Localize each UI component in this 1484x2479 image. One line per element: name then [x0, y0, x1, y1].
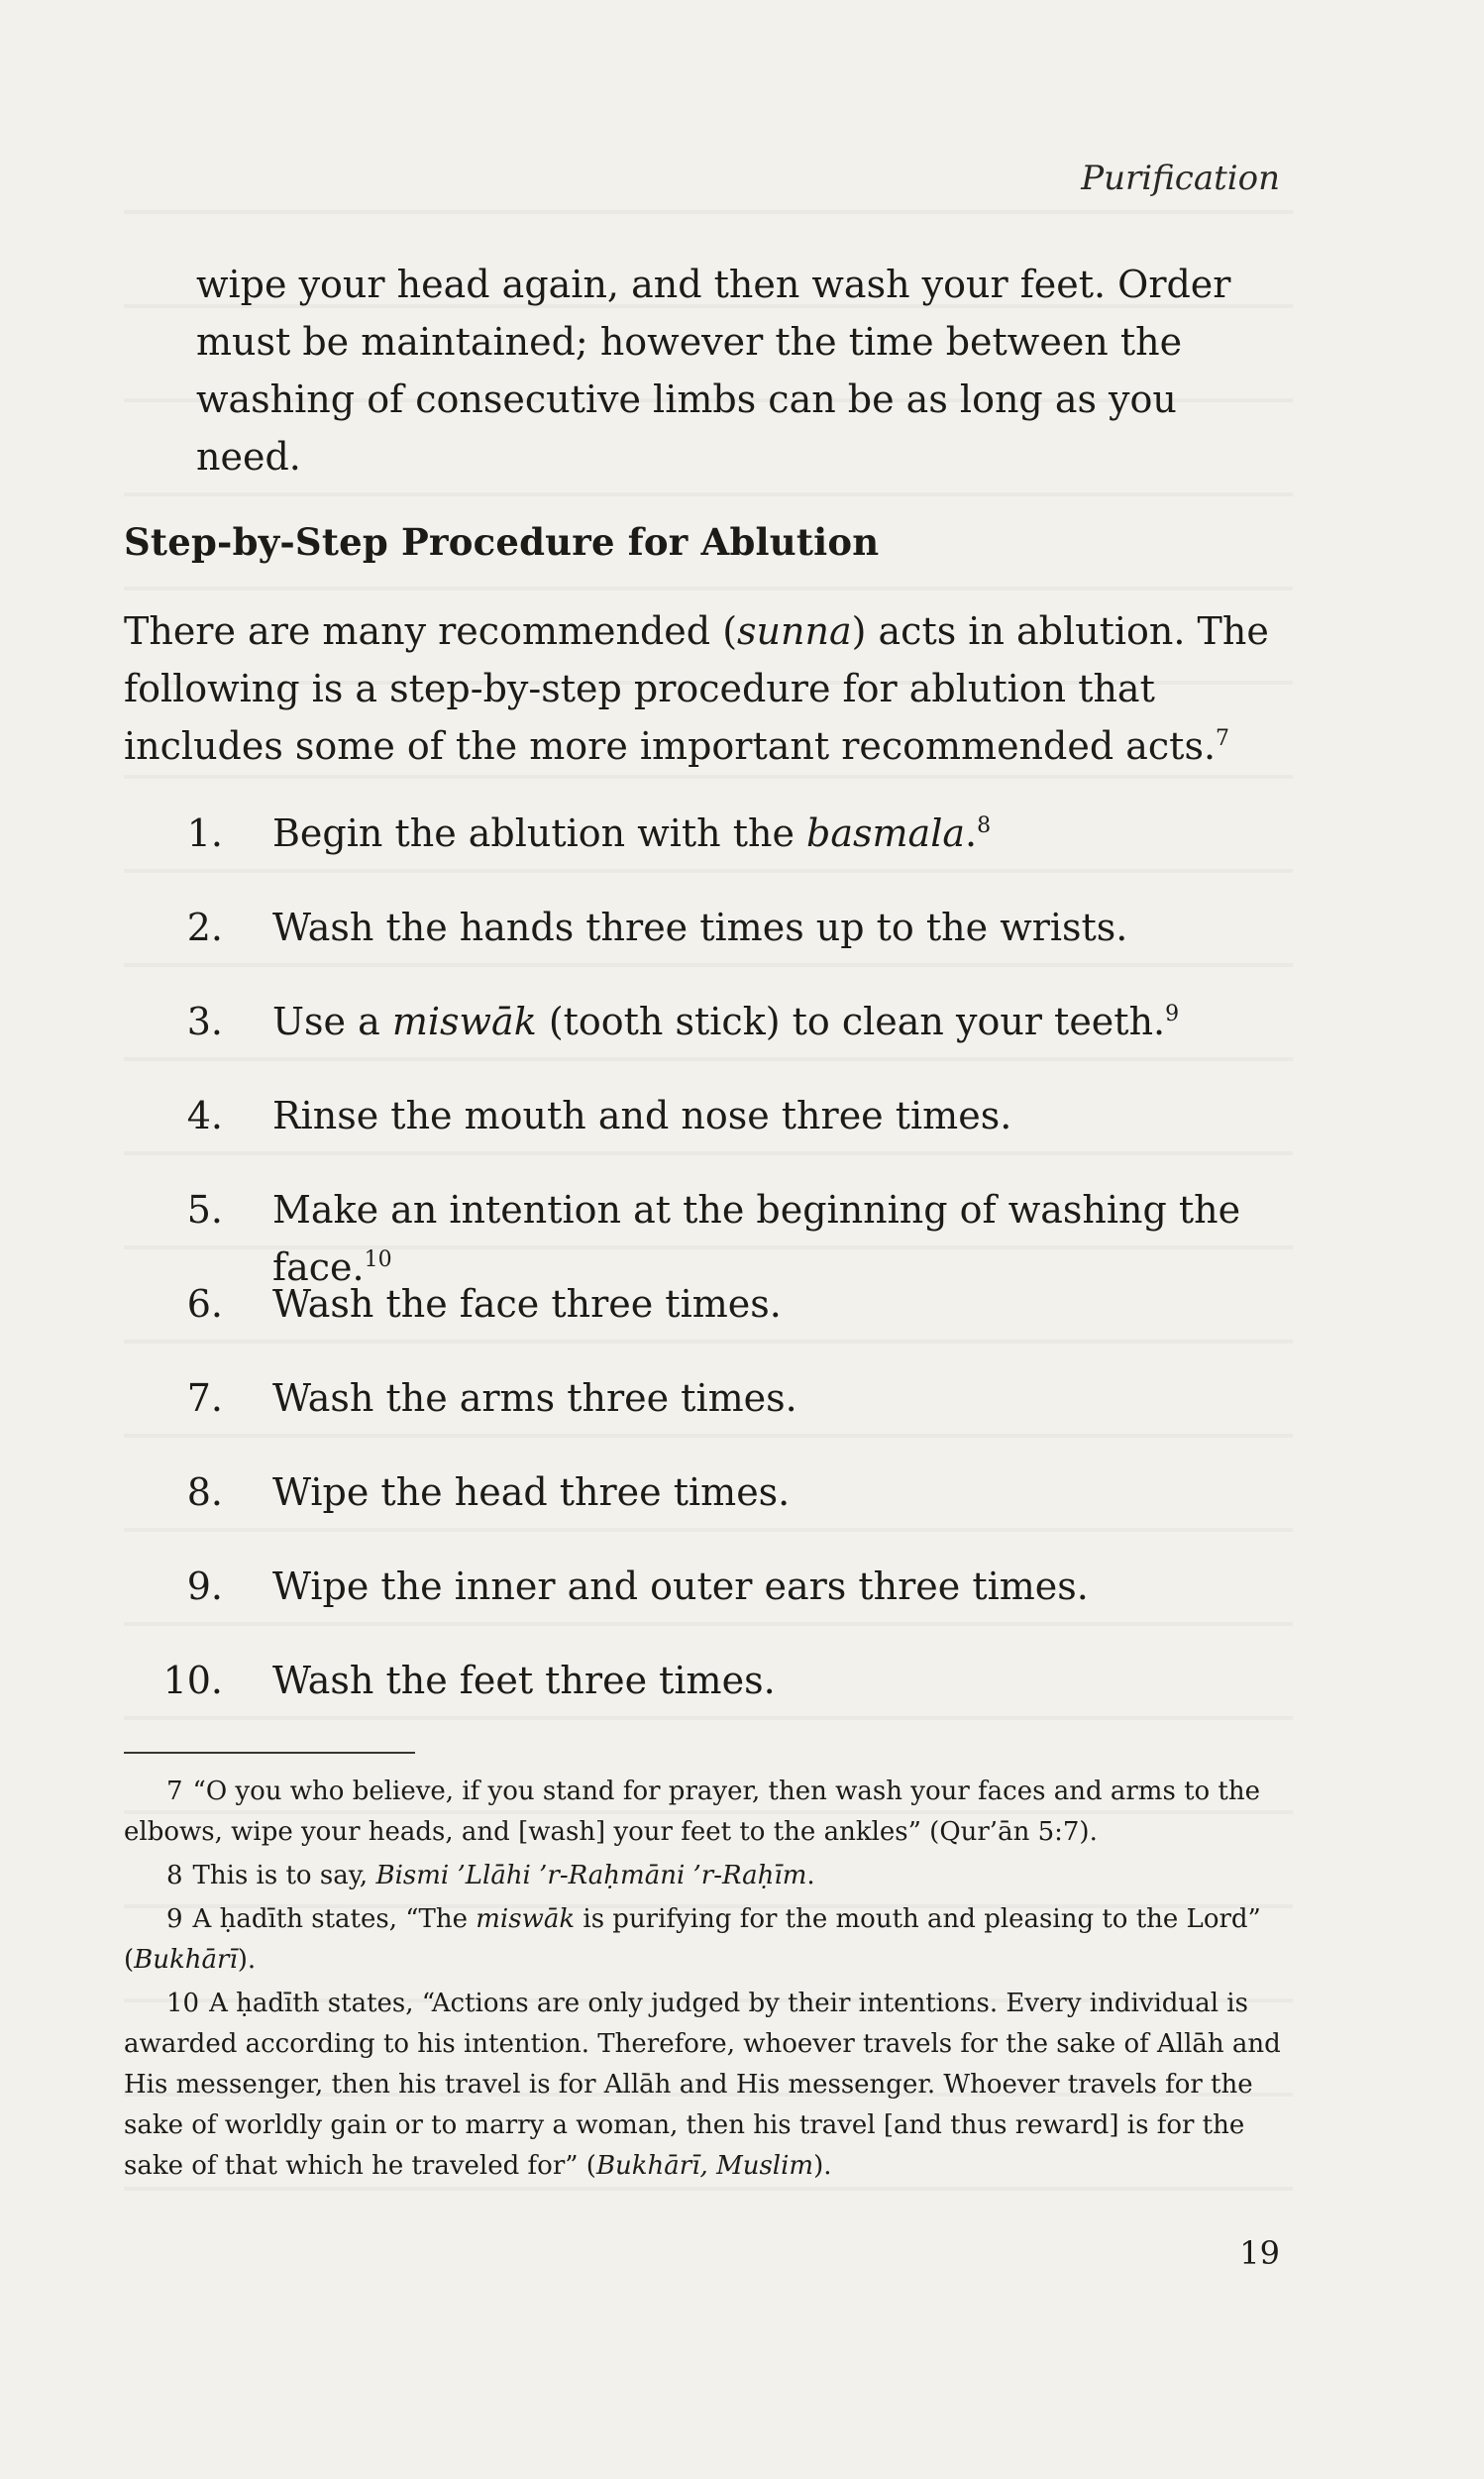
step-text: Wipe the inner and outer ears three times. — [272, 1564, 1089, 1608]
step-item — [124, 1558, 1283, 1652]
step-item — [124, 1275, 1283, 1369]
footnote-ref[interactable]: 10 — [364, 1247, 392, 1272]
step-text: Rinse the mouth and nose three times. — [272, 1094, 1012, 1137]
step-number: 2. — [186, 906, 223, 949]
step-number: 3. — [186, 1000, 223, 1043]
section-heading: Step-by-Step Procedure for Ablution — [124, 520, 880, 564]
step-item — [124, 1087, 1283, 1181]
footnote-rule — [124, 1752, 415, 1754]
sunna-term: sunna — [737, 609, 852, 653]
step-text: Wash the hands three times up to the wrists. — [272, 906, 1128, 949]
step-text: Use a miswāk (tooth stick) to clean your teeth.$^9$ — [272, 1000, 1180, 1043]
procedure-steps-list — [124, 805, 1283, 1746]
running-head: Purification — [1081, 159, 1280, 198]
step-item — [124, 993, 1283, 1087]
footnote-9: 9 A ḥadīth states, “The miswāk is purifying for the mouth and pleasing to the Lord” (Bukhārī). — [124, 1904, 1261, 1975]
step-number: 8. — [186, 1470, 223, 1514]
step-item — [124, 805, 1283, 899]
step-item — [124, 899, 1283, 993]
footnote-8: 8 This is to say, Bismi ’Llāhi ’r-Raḥmāni ’r-Raḥīm. — [166, 1861, 815, 1890]
footnote-ref[interactable]: 8 — [977, 813, 992, 838]
footnote-ref-7[interactable]: 7 — [1216, 726, 1230, 751]
step-text: Make an intention at the beginning of washing the face.$^{10}$ — [272, 1188, 1241, 1289]
step-number: 1. — [186, 811, 223, 855]
step-text: Begin the ablution with the basmala.$^8$ — [272, 811, 992, 855]
step-text: Wipe the head three times. — [272, 1470, 791, 1514]
step-number: 5. — [186, 1188, 223, 1232]
intro-paragraph: wipe your head again, and then wash your feet. Order must be maintained; however the time between the washing of consecutive limbs can be as long as you need. — [196, 263, 1231, 479]
footnotes — [124, 1772, 1283, 2190]
step-item — [124, 1369, 1283, 1463]
footnote-ref[interactable]: 9 — [1165, 1002, 1180, 1026]
step-number: 7. — [186, 1376, 223, 1420]
step-item — [124, 1652, 1283, 1746]
step-text: Wash the face three times. — [272, 1282, 782, 1326]
step-number: 6. — [186, 1282, 223, 1326]
page-number: 19 — [1239, 2234, 1280, 2272]
step-number: 4. — [186, 1094, 223, 1137]
footnote-7: 7 “O you who believe, if you stand for prayer, then wash your faces and arms to the elbows, wipe your heads, and [wash] your feet to the ankles” (Qur’ān 5:7). — [124, 1777, 1261, 1847]
step-number: 9. — [186, 1564, 223, 1608]
step-item — [124, 1181, 1283, 1289]
step-item — [124, 1463, 1283, 1558]
footnote-10: 10 A ḥadīth states, “Actions are only judged by their intentions. Every individual is awarded according to his intention. Therefore, whoever travels for the sake of Allāh and His messenger, then his travel is for Allāh and His messenger. Whoever travels for the sake of worldly gain or to marry a woman, then his travel [and thus reward] is for the sake of that which he traveled for” (Bukhārī, Muslim). — [124, 1989, 1281, 2181]
step-number: 10. — [162, 1659, 223, 1702]
step-text: Wash the arms three times. — [272, 1376, 797, 1420]
section-paragraph: There are many recommended (sunna) acts in ablution. The following is a step-by-step procedure for ablution that includes some of the more important recommended acts.$^7$ — [124, 609, 1269, 768]
step-text: Wash the feet three times. — [272, 1659, 776, 1702]
